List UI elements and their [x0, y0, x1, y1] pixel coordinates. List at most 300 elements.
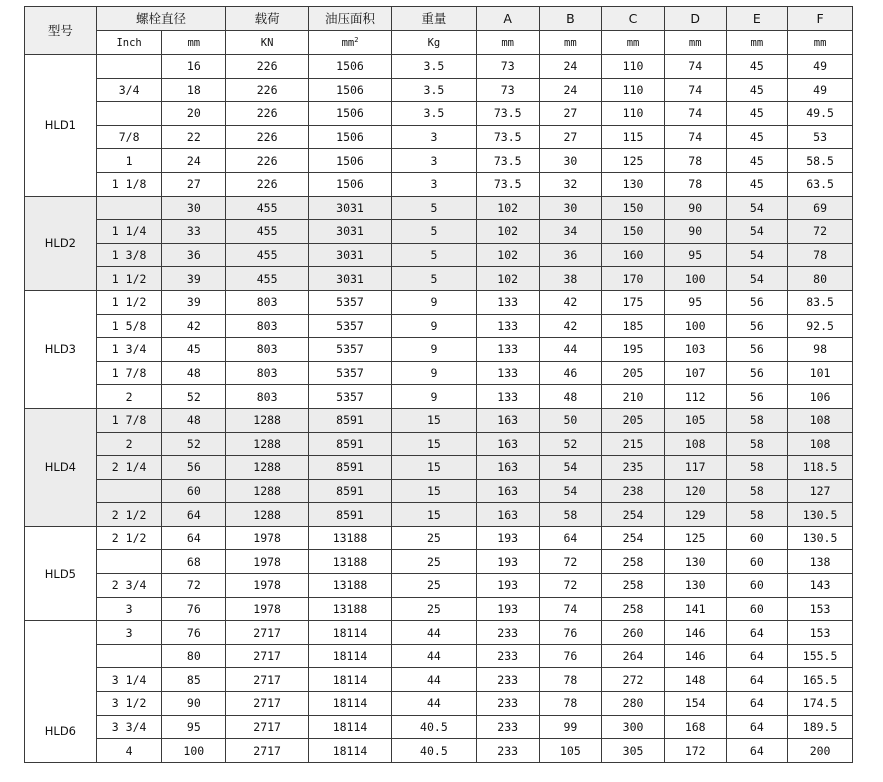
cell-b: 24: [539, 55, 602, 79]
cell-area: 8591: [309, 456, 392, 480]
cell-e: 45: [726, 125, 788, 149]
cell-mm: 42: [162, 314, 226, 338]
cell-a: 233: [476, 644, 539, 668]
cell-d: 74: [664, 78, 726, 102]
cell-d: 78: [664, 172, 726, 196]
cell-weight: 5: [391, 220, 476, 244]
cell-load: 226: [226, 55, 309, 79]
model-group-hld6: [25, 621, 853, 763]
unit-mm: mm: [162, 31, 226, 55]
cell-a: 102: [476, 267, 539, 291]
cell-c: 115: [602, 125, 665, 149]
table-row: [25, 715, 853, 739]
cell-a: 163: [476, 456, 539, 480]
cell-f: 189.5: [788, 715, 853, 739]
cell-b: 42: [539, 314, 602, 338]
cell-mm: 18: [162, 78, 226, 102]
cell-b: 54: [539, 456, 602, 480]
cell-c: 280: [602, 692, 665, 716]
cell-c: 150: [602, 220, 665, 244]
cell-c: 110: [602, 78, 665, 102]
cell-weight: 15: [391, 432, 476, 456]
cell-c: 258: [602, 597, 665, 621]
cell-f: 92.5: [788, 314, 853, 338]
cell-e: 60: [726, 526, 788, 550]
cell-d: 74: [664, 102, 726, 126]
cell-c: 272: [602, 668, 665, 692]
cell-d: 172: [664, 739, 726, 763]
cell-f: 108: [788, 408, 853, 432]
cell-inch: 2: [96, 432, 162, 456]
cell-a: 73.5: [476, 102, 539, 126]
cell-load: 803: [226, 338, 309, 362]
units-row: [25, 31, 853, 55]
cell-weight: 44: [391, 644, 476, 668]
cell-a: 233: [476, 621, 539, 645]
unit-a: mm: [476, 31, 539, 55]
cell-area: 1506: [309, 125, 392, 149]
model-group-hld2: [25, 196, 853, 290]
table-row: [25, 456, 853, 480]
table-row: [25, 408, 853, 432]
cell-mm: 24: [162, 149, 226, 173]
cell-inch: 1: [96, 149, 162, 173]
table-row: [25, 314, 853, 338]
cell-e: 58: [726, 503, 788, 527]
cell-c: 185: [602, 314, 665, 338]
unit-area-exponent: 2: [354, 35, 359, 44]
cell-area: 5357: [309, 338, 392, 362]
header-e: E: [726, 7, 788, 31]
cell-e: 56: [726, 290, 788, 314]
cell-area: 18114: [309, 715, 392, 739]
cell-d: 74: [664, 125, 726, 149]
cell-f: 106: [788, 385, 853, 409]
cell-d: 129: [664, 503, 726, 527]
cell-b: 36: [539, 243, 602, 267]
cell-load: 455: [226, 267, 309, 291]
cell-f: 101: [788, 361, 853, 385]
cell-e: 64: [726, 739, 788, 763]
cell-f: 127: [788, 479, 853, 503]
header-hydraulic-area: 油压面积: [309, 7, 392, 31]
cell-d: 74: [664, 55, 726, 79]
cell-mm: 68: [162, 550, 226, 574]
cell-a: 73.5: [476, 125, 539, 149]
cell-b: 44: [539, 338, 602, 362]
cell-e: 64: [726, 621, 788, 645]
table-row: [25, 503, 853, 527]
cell-d: 103: [664, 338, 726, 362]
cell-a: 102: [476, 243, 539, 267]
cell-d: 90: [664, 220, 726, 244]
header-f: F: [788, 7, 853, 31]
cell-load: 803: [226, 385, 309, 409]
cell-weight: 3.5: [391, 102, 476, 126]
table-row: [25, 55, 853, 79]
cell-b: 99: [539, 715, 602, 739]
cell-c: 125: [602, 149, 665, 173]
cell-f: 49: [788, 78, 853, 102]
cell-weight: 3.5: [391, 78, 476, 102]
cell-e: 54: [726, 243, 788, 267]
cell-e: 54: [726, 267, 788, 291]
cell-e: 64: [726, 692, 788, 716]
cell-area: 8591: [309, 503, 392, 527]
cell-b: 64: [539, 526, 602, 550]
cell-f: 155.5: [788, 644, 853, 668]
table-row: [25, 78, 853, 102]
cell-weight: 3.5: [391, 55, 476, 79]
table-row: [25, 125, 853, 149]
cell-area: 8591: [309, 479, 392, 503]
cell-f: 130.5: [788, 503, 853, 527]
table-row: [25, 196, 853, 220]
cell-e: 45: [726, 55, 788, 79]
cell-weight: 5: [391, 196, 476, 220]
header-d: D: [664, 7, 726, 31]
unit-c: mm: [602, 31, 665, 55]
cell-weight: 44: [391, 621, 476, 645]
cell-a: 193: [476, 526, 539, 550]
cell-area: 1506: [309, 102, 392, 126]
cell-b: 52: [539, 432, 602, 456]
cell-inch: 3: [96, 621, 162, 645]
cell-area: 5357: [309, 314, 392, 338]
cell-inch: 1 7/8: [96, 408, 162, 432]
cell-area: 18114: [309, 739, 392, 763]
cell-c: 205: [602, 361, 665, 385]
cell-weight: 15: [391, 479, 476, 503]
cell-inch: 1 1/8: [96, 172, 162, 196]
table-row: [25, 526, 853, 550]
cell-c: 205: [602, 408, 665, 432]
cell-mm: 90: [162, 692, 226, 716]
cell-d: 154: [664, 692, 726, 716]
cell-weight: 9: [391, 290, 476, 314]
table-row: [25, 621, 853, 645]
cell-inch: 1 3/4: [96, 338, 162, 362]
cell-inch: 1 5/8: [96, 314, 162, 338]
cell-load: 1288: [226, 432, 309, 456]
cell-mm: 48: [162, 408, 226, 432]
cell-d: 100: [664, 267, 726, 291]
cell-area: 5357: [309, 290, 392, 314]
cell-area: 18114: [309, 644, 392, 668]
cell-mm: 56: [162, 456, 226, 480]
cell-weight: 5: [391, 267, 476, 291]
cell-f: 118.5: [788, 456, 853, 480]
cell-b: 48: [539, 385, 602, 409]
cell-area: 8591: [309, 432, 392, 456]
cell-mm: 22: [162, 125, 226, 149]
cell-area: 3031: [309, 243, 392, 267]
cell-inch: 2 3/4: [96, 574, 162, 598]
cell-f: 80: [788, 267, 853, 291]
cell-e: 45: [726, 102, 788, 126]
cell-e: 64: [726, 668, 788, 692]
cell-mm: 64: [162, 503, 226, 527]
cell-mm: 45: [162, 338, 226, 362]
cell-inch: 3 3/4: [96, 715, 162, 739]
cell-a: 233: [476, 739, 539, 763]
cell-b: 27: [539, 102, 602, 126]
cell-d: 107: [664, 361, 726, 385]
cell-e: 56: [726, 338, 788, 362]
cell-inch: [96, 196, 162, 220]
cell-f: 49.5: [788, 102, 853, 126]
table-row: [25, 668, 853, 692]
cell-b: 24: [539, 78, 602, 102]
cell-a: 233: [476, 692, 539, 716]
cell-e: 60: [726, 574, 788, 598]
cell-a: 163: [476, 408, 539, 432]
cell-f: 174.5: [788, 692, 853, 716]
cell-e: 54: [726, 196, 788, 220]
table-row: [25, 479, 853, 503]
header-row: [25, 7, 853, 31]
table-row: [25, 432, 853, 456]
cell-area: 18114: [309, 621, 392, 645]
cell-area: 3031: [309, 267, 392, 291]
cell-area: 3031: [309, 196, 392, 220]
cell-c: 305: [602, 739, 665, 763]
cell-d: 78: [664, 149, 726, 173]
cell-d: 130: [664, 550, 726, 574]
table-row: [25, 550, 853, 574]
cell-a: 233: [476, 668, 539, 692]
cell-e: 58: [726, 479, 788, 503]
cell-f: 130.5: [788, 526, 853, 550]
cell-mm: 80: [162, 644, 226, 668]
table-row: [25, 220, 853, 244]
spec-table: [24, 6, 853, 763]
cell-inch: 1 3/8: [96, 243, 162, 267]
cell-c: 110: [602, 55, 665, 79]
cell-inch: [96, 55, 162, 79]
cell-mm: 95: [162, 715, 226, 739]
cell-d: 141: [664, 597, 726, 621]
cell-d: 112: [664, 385, 726, 409]
cell-b: 76: [539, 621, 602, 645]
cell-c: 215: [602, 432, 665, 456]
cell-f: 83.5: [788, 290, 853, 314]
cell-e: 64: [726, 715, 788, 739]
unit-load: KN: [226, 31, 309, 55]
cell-b: 72: [539, 574, 602, 598]
cell-weight: 9: [391, 361, 476, 385]
model-group-hld5: [25, 526, 853, 620]
cell-e: 58: [726, 432, 788, 456]
cell-mm: 76: [162, 597, 226, 621]
cell-c: 110: [602, 102, 665, 126]
cell-load: 226: [226, 102, 309, 126]
cell-c: 175: [602, 290, 665, 314]
cell-mm: 20: [162, 102, 226, 126]
cell-mm: 33: [162, 220, 226, 244]
cell-b: 27: [539, 125, 602, 149]
cell-a: 193: [476, 574, 539, 598]
cell-mm: 72: [162, 574, 226, 598]
cell-inch: 2 1/4: [96, 456, 162, 480]
cell-b: 76: [539, 644, 602, 668]
cell-area: 18114: [309, 668, 392, 692]
cell-b: 30: [539, 196, 602, 220]
cell-mm: 39: [162, 290, 226, 314]
cell-area: 13188: [309, 597, 392, 621]
cell-a: 233: [476, 715, 539, 739]
unit-area-base: mm: [341, 36, 355, 49]
cell-weight: 40.5: [391, 715, 476, 739]
cell-inch: [96, 479, 162, 503]
cell-area: 5357: [309, 385, 392, 409]
cell-mm: 52: [162, 432, 226, 456]
table-row: [25, 644, 853, 668]
cell-b: 32: [539, 172, 602, 196]
cell-a: 133: [476, 361, 539, 385]
cell-inch: [96, 550, 162, 574]
header-c: C: [602, 7, 665, 31]
cell-d: 146: [664, 621, 726, 645]
cell-load: 803: [226, 290, 309, 314]
table-row: [25, 338, 853, 362]
cell-area: 3031: [309, 220, 392, 244]
cell-b: 34: [539, 220, 602, 244]
cell-weight: 3: [391, 149, 476, 173]
cell-e: 58: [726, 456, 788, 480]
cell-load: 2717: [226, 739, 309, 763]
cell-c: 300: [602, 715, 665, 739]
cell-a: 133: [476, 290, 539, 314]
cell-d: 100: [664, 314, 726, 338]
cell-mm: 100: [162, 739, 226, 763]
cell-mm: 16: [162, 55, 226, 79]
cell-a: 102: [476, 196, 539, 220]
unit-b: mm: [539, 31, 602, 55]
cell-b: 38: [539, 267, 602, 291]
header-weight: 重量: [391, 7, 476, 31]
cell-area: 8591: [309, 408, 392, 432]
cell-d: 168: [664, 715, 726, 739]
cell-d: 148: [664, 668, 726, 692]
cell-inch: 3 1/4: [96, 668, 162, 692]
cell-b: 74: [539, 597, 602, 621]
cell-f: 153: [788, 597, 853, 621]
cell-weight: 40.5: [391, 739, 476, 763]
cell-inch: 1 1/2: [96, 290, 162, 314]
cell-load: 1288: [226, 456, 309, 480]
cell-mm: 60: [162, 479, 226, 503]
cell-b: 42: [539, 290, 602, 314]
header-a: A: [476, 7, 539, 31]
cell-weight: 9: [391, 338, 476, 362]
cell-e: 60: [726, 597, 788, 621]
cell-load: 803: [226, 314, 309, 338]
model-cell: HLD2: [25, 196, 97, 290]
cell-b: 105: [539, 739, 602, 763]
cell-c: 170: [602, 267, 665, 291]
cell-a: 163: [476, 479, 539, 503]
cell-mm: 76: [162, 621, 226, 645]
cell-c: 260: [602, 621, 665, 645]
cell-c: 258: [602, 550, 665, 574]
cell-f: 63.5: [788, 172, 853, 196]
cell-mm: 52: [162, 385, 226, 409]
cell-inch: [96, 102, 162, 126]
cell-inch: 2: [96, 385, 162, 409]
cell-area: 13188: [309, 550, 392, 574]
cell-weight: 9: [391, 385, 476, 409]
cell-c: 258: [602, 574, 665, 598]
table-row: [25, 149, 853, 173]
cell-a: 73.5: [476, 149, 539, 173]
cell-e: 56: [726, 361, 788, 385]
cell-f: 58.5: [788, 149, 853, 173]
cell-f: 143: [788, 574, 853, 598]
cell-b: 54: [539, 479, 602, 503]
cell-load: 2717: [226, 692, 309, 716]
cell-weight: 3: [391, 172, 476, 196]
table-row: [25, 102, 853, 126]
cell-d: 117: [664, 456, 726, 480]
cell-f: 153: [788, 621, 853, 645]
model-cell: HLD6: [25, 621, 97, 763]
cell-a: 73: [476, 78, 539, 102]
cell-d: 125: [664, 526, 726, 550]
table-row: [25, 243, 853, 267]
unit-inch: Inch: [96, 31, 162, 55]
cell-area: 13188: [309, 574, 392, 598]
cell-c: 160: [602, 243, 665, 267]
cell-load: 1978: [226, 550, 309, 574]
cell-d: 95: [664, 243, 726, 267]
model-cell: HLD5: [25, 526, 97, 620]
cell-inch: 7/8: [96, 125, 162, 149]
cell-a: 163: [476, 432, 539, 456]
cell-mm: 36: [162, 243, 226, 267]
cell-load: 1288: [226, 408, 309, 432]
cell-e: 56: [726, 385, 788, 409]
cell-weight: 15: [391, 456, 476, 480]
cell-a: 133: [476, 385, 539, 409]
cell-a: 102: [476, 220, 539, 244]
cell-load: 2717: [226, 715, 309, 739]
cell-weight: 25: [391, 526, 476, 550]
cell-f: 98: [788, 338, 853, 362]
cell-e: 60: [726, 550, 788, 574]
table-header: [25, 7, 853, 55]
cell-c: 130: [602, 172, 665, 196]
cell-load: 1978: [226, 526, 309, 550]
cell-area: 1506: [309, 149, 392, 173]
cell-b: 46: [539, 361, 602, 385]
cell-f: 138: [788, 550, 853, 574]
unit-d: mm: [664, 31, 726, 55]
cell-c: 264: [602, 644, 665, 668]
cell-f: 200: [788, 739, 853, 763]
cell-area: 18114: [309, 692, 392, 716]
cell-weight: 15: [391, 408, 476, 432]
model-group-hld4: [25, 408, 853, 526]
cell-a: 193: [476, 550, 539, 574]
cell-load: 226: [226, 149, 309, 173]
cell-weight: 44: [391, 668, 476, 692]
cell-area: 13188: [309, 526, 392, 550]
cell-load: 226: [226, 125, 309, 149]
cell-inch: 2 1/2: [96, 526, 162, 550]
cell-e: 45: [726, 172, 788, 196]
cell-b: 50: [539, 408, 602, 432]
